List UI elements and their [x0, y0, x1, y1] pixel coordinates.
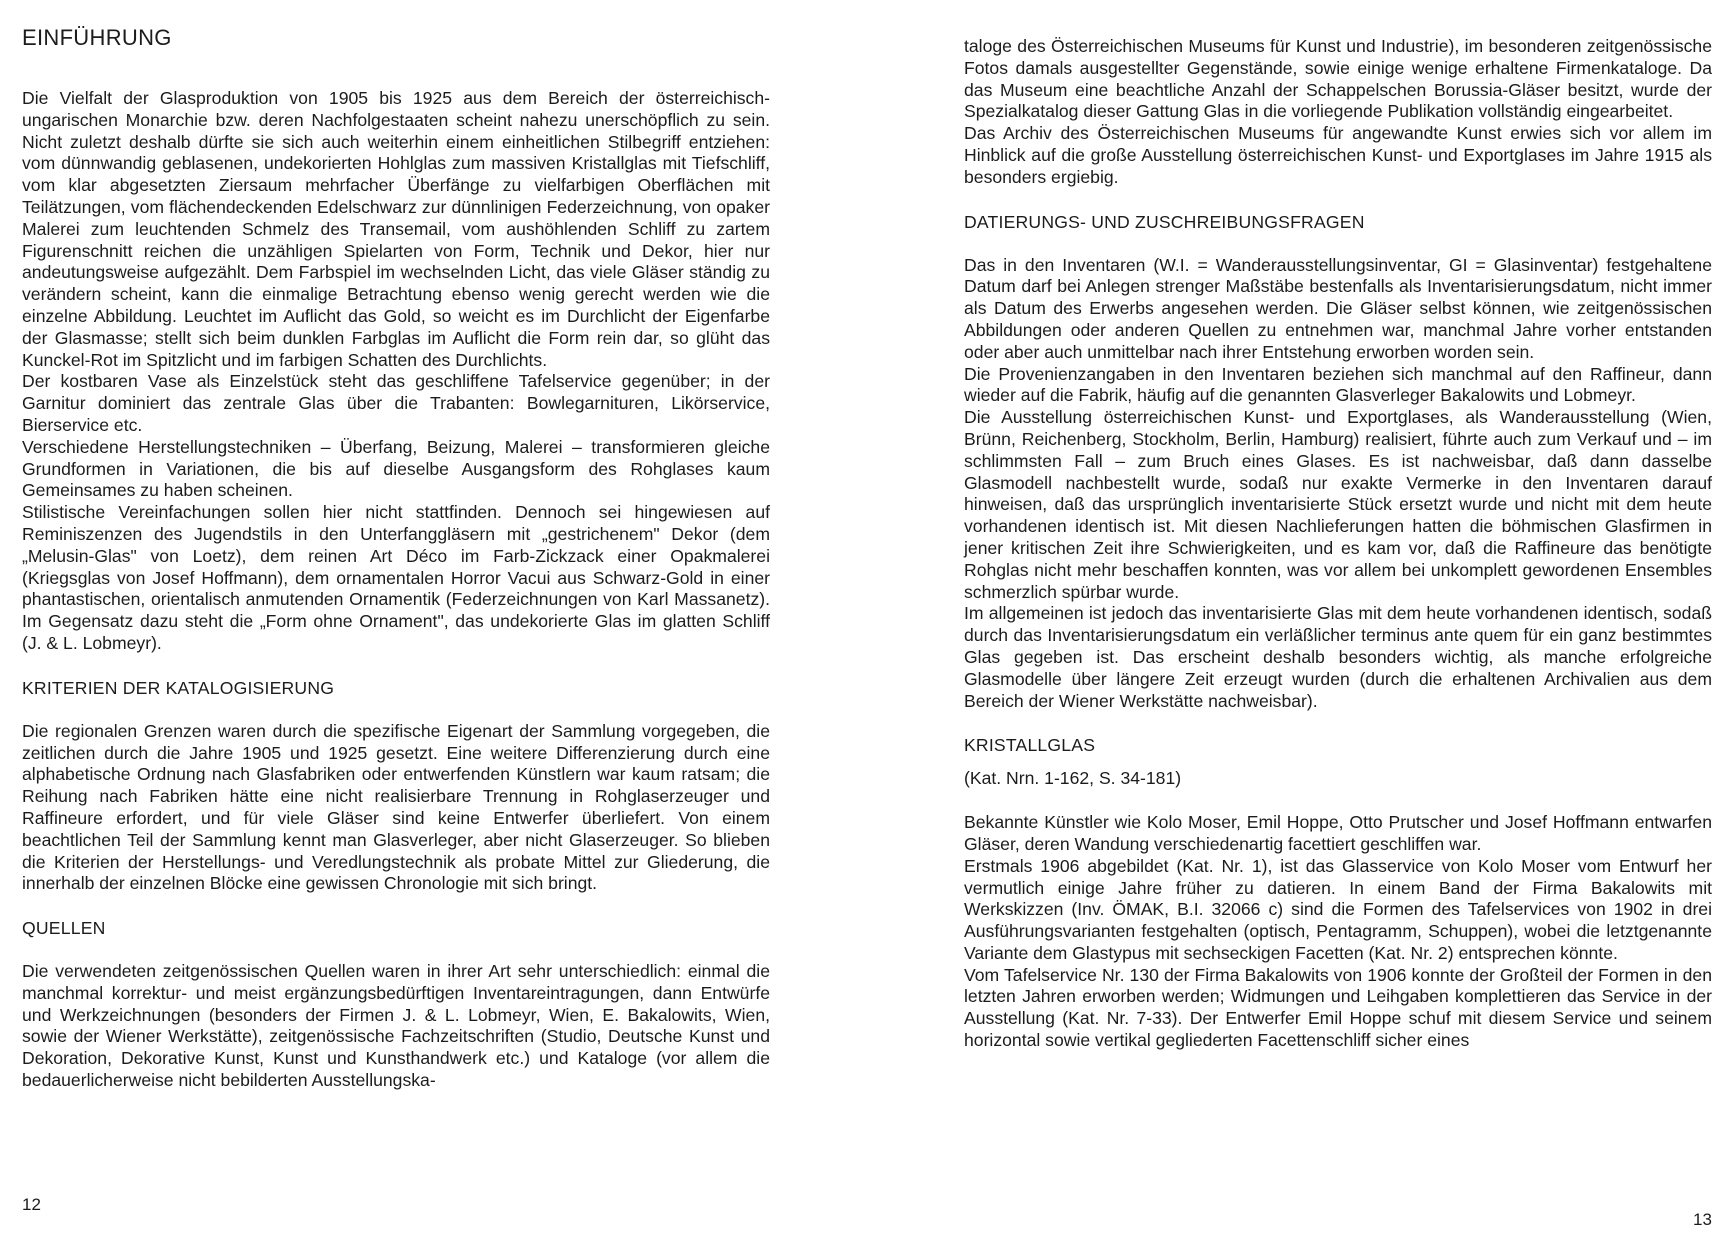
dating-paragraph: Die Provenienzangaben in den Inventaren beziehen sich manchmal auf den Raffineur, dann wieder auf die Fabrik, häufig auf die genannten Glasverleger Bakalowits und Lobmeyr. [964, 363, 1712, 406]
crystal-paragraph: Erstmals 1906 abgebildet (Kat. Nr. 1), ist das Glasservice von Kolo Moser vom Entwurf her vermutlich einige Jahre früher zu datieren. In einem Band der Firma Bakalowits mit Werkskizzen (Inv. ÖMAK, B.I. 32066 c) sind die Formen des Tafelservices von 1902 in drei Ausführungsvarianten festgehalten (optisch, Pentagramm, Schuppen), wobei die letztgenannte Variante dem Glastypus mit sechseckigen Facetten (Kat. Nr. 2) entsprechen könnte. [964, 855, 1712, 963]
section-heading-datierung: DATIERUNGS- UND ZUSCHREIBUNGSFRAGEN [964, 211, 1365, 232]
dating-paragraph: Im allgemeinen ist jedoch das inventarisierte Glas mit dem heute vorhandenen identisch, sodaß durch das Inventarisierungsdatum ein verläßlicher terminus ante quem für ein ganz bestimmtes Glas gegeben ist. Das erscheint deshalb besonders wichtig, als manche erfolgreiche Glasmodelle über längere Zeit erzeugt wurden (durch die erhaltenen Archivalien aus dem Bereich der Wiener Werkstätte nachweisbar). [964, 603, 1712, 711]
crystal-paragraph: Bekannte Künstler wie Kolo Moser, Emil Hoppe, Otto Prutscher und Josef Hoffmann entwarfen Gläser, deren Wandung verschiedenartig facettiert geschliffen war. [964, 812, 1712, 854]
page-number-right: 13 [1693, 1210, 1712, 1229]
crystal-paragraph: Vom Tafelservice Nr. 130 der Firma Bakalowits von 1906 konnte der Großteil der Formen in den letzten Jahren erworben werden; Widmungen und Leihgaben komplettieren das Service in der Ausstellung (Kat. Nr. 7-33). Der Entwerfer Emil Hoppe schuf mit diesem Service und seinem horizontal sowie vertikal gegliederten Facettenschliff sicher eines [964, 964, 1712, 1051]
intro-paragraph: Verschiedene Herstellungstechniken – Überfang, Beizung, Malerei – transformieren gleiche Grundformen in Variationen, die bis auf dieselbe Ausgangsform des Rohglases kaum Gemeinsames zu haben scheinen. [22, 436, 770, 501]
left-page-text [22, 24, 770, 1092]
continuation-paragraph: taloge des Österreichischen Museums für Kunst und Industrie), im besonderen zeitgenössische Fotos damals ausgestellter Gegenstände, sowie einige wenige erhaltene Firmenkataloge. Da das Museum eine beachtliche Anzahl der Schappelschen Borussia-Gläser besitzt, wurde der Spezialkatalog dieser Gattung Glas in die vorliegende Publikation vollständig eingearbeitet. [964, 36, 1712, 122]
section-heading-kriterien: KRITERIEN DER KATALOGISIERUNG [22, 677, 335, 698]
intro-paragraph: Der kostbaren Vase als Einzelstück steht das geschliffene Tafelservice gegenüber; in der Garnitur dominiert das zentrale Glas über die Trabanten: Bowlegarnituren, Likörservice, Bierservice etc. [22, 371, 770, 435]
criteria-paragraph: Die regionalen Grenzen waren durch die spezifische Eigenart der Sammlung vorgegeben, die zeitlichen durch die Jahre 1905 und 1925 gesetzt. Eine weitere Differenzierung durch eine alphabetische Ordnung nach Glasfabriken oder entwerfenden Künstlern war kaum ratsam; die Reihung nach Fabriken hätte eine nicht realisierbare Trennung in Rohglaserzeuger und Raffineure erfordert, und für viele Gläser sind keine Entwerfer überliefert. Von einem beachtlichen Teil der Sammlung kennt man Glasverleger, aber nicht Glaserzeuger. So blieben die Kriterien der Herstellungs- und Veredlungstechnik als probate Mittel zur Gliederung, die innerhalb der einzelnen Blöcke eine gewissen Chronologie mit sich bringt. [22, 720, 770, 894]
catalog-reference: (Kat. Nrn. 1-162, S. 34-181) [964, 768, 1182, 789]
dating-paragraph: Das in den Inventaren (W.I. = Wanderausstellungsinventar, GI = Glasinventar) festgehaltene Datum darf bei Anlegen strenger Maßstäbe bestenfalls als Inventarisierungsdatum, nicht immer als Datum des Erwerbs angesehen werden. Die Gläser selbst können, wie zeitgenössischen Abbildungen oder anderen Quellen zu entnehmen war, manchmal Jahre vorher entstanden oder aber auch unmittelbar nach ihrer Entstehung erworben worden sein. [964, 254, 1712, 362]
continuation-paragraph: Das Archiv des Österreichischen Museums für angewandte Kunst erwies sich vor allem im Hinblick auf die große Ausstellung österreichischen Kunst- und Exportglases im Jahre 1915 als besonders ergiebig. [964, 123, 1712, 187]
right-page-text [964, 36, 1712, 1052]
section-heading-quellen: QUELLEN [22, 918, 106, 939]
section-title-einfuehrung: EINFÜHRUNG [22, 25, 172, 50]
section-heading-kristallglas: KRISTALLGLAS [964, 735, 1096, 756]
intro-paragraph: Stilistische Vereinfachungen sollen hier nicht stattfinden. Dennoch sei hingewiesen auf Reminiszenzen des Jugendstils in den Unterfanggläsern mit „gestrichenem" Dekor (dem „Melusin-Glas" von Loetz), dem reinen Art Déco im Farb-Zickzack einer Opakmalerei (Kriegsglas von Josef Hoffmann), dem ornamentalen Horror Vacui aus Schwarz-Gold in einer phantastischen, orientalisch anmutenden Ornamentik (Federzeichnungen von Karl Massanetz). Im Gegensatz dazu steht die „Form ohne Ornament", das undekorierte Glas im glatten Schliff (J. & L. Lobmeyr). [22, 502, 770, 653]
sources-paragraph: Die verwendeten zeitgenössischen Quellen waren in ihrer Art sehr unterschiedlich: einmal die manchmal korrektur- und meist ergänzungsbedürftigen Inventareintragungen, dann Entwürfe und Werkzeichnungen (besonders der Firmen J. & L. Lobmeyr, Wien, E. Bakalowits, Wien, sowie der Wiener Werkstätte), zeitgenössische Fachzeitschriften (Studio, Deutsche Kunst und Dekoration, Dekorative Kunst, Kunst und Kunsthandwerk etc.) und Kataloge (vor allem die bedauerlicherweise nicht bebilderten Ausstellungska- [22, 961, 770, 1091]
page-number-left: 12 [22, 1195, 41, 1214]
right-page [868, 0, 1736, 1258]
intro-paragraph: Die Vielfalt der Glasproduktion von 1905 bis 1925 aus dem Bereich der österreichisch-ungarischen Monarchie bzw. deren Nachfolgestaaten scheint nahezu unerschöpflich zu sein. Nicht zuletzt deshalb dürfte sie sich auch weiterhin einem einheitlichen Stilbegriff entziehen: vom dünnwandig geblasenen, undekorierten Hohlglas zum massiven Kristallglas mit Tiefschliff, vom klar abgesetzten Ziersaum mehrfacher Überfänge zu vielfarbigen Oberflächen mit Teilätzungen, vom flächendeckenden Edelschwarz zur dünnlinigen Federzeichnung, von opaker Malerei zum leuchtenden Schmelz des Transemail, vom aushöhlenden Schliff zu zartem Figurenschnitt reichen die unzähligen Spielarten von Form, Technik und Dekor, hier nur andeutungsweise aufgezählt. Dem Farbspiel im wechselnden Licht, das viele Gläser ständig zu verändern scheint, kann die einmalige Betrachtung ebenso wenig gerecht werden wie die einzelne Abbildung. Leuchtet im Auflicht das Gold, so weicht es im Durchlicht der Eigenfarbe der Glasmasse; stellt sich beim dunklen Farbglas im Auflicht die Form rein dar, so glüht das Kunckel-Rot im Spitzlicht und im farbigen Schatten des Durchlichts. [22, 88, 770, 370]
dating-paragraph: Die Ausstellung österreichischen Kunst- und Exportglases, als Wanderausstellung (Wien, Brünn, Reichenberg, Stockholm, Berlin, Hamburg) realisiert, führte auch zum Verkauf und – im schlimmsten Fall – zum Bruch eines Glases. Es ist nachweisbar, daß dann dasselbe Glasmodell nachbestellt wurde, sodaß nur exakte Vermerke in den Inventaren darauf hinweisen, daß das ursprünglich inventarisierte Stück ersetzt wurde und nicht mit dem heute vorhandenen identisch ist. Mit diesen Nachlieferungen hatten die böhmischen Glasfirmen in jener kritischen Zeit ihre Schwierigkeiten, und es kam vor, daß die Raffineure das benötigte Rohglas nicht mehr beschaffen konnten, was vor allem bei unkomplett gewordenen Ensembles schmerzlich spürbar wurde. [964, 407, 1712, 602]
